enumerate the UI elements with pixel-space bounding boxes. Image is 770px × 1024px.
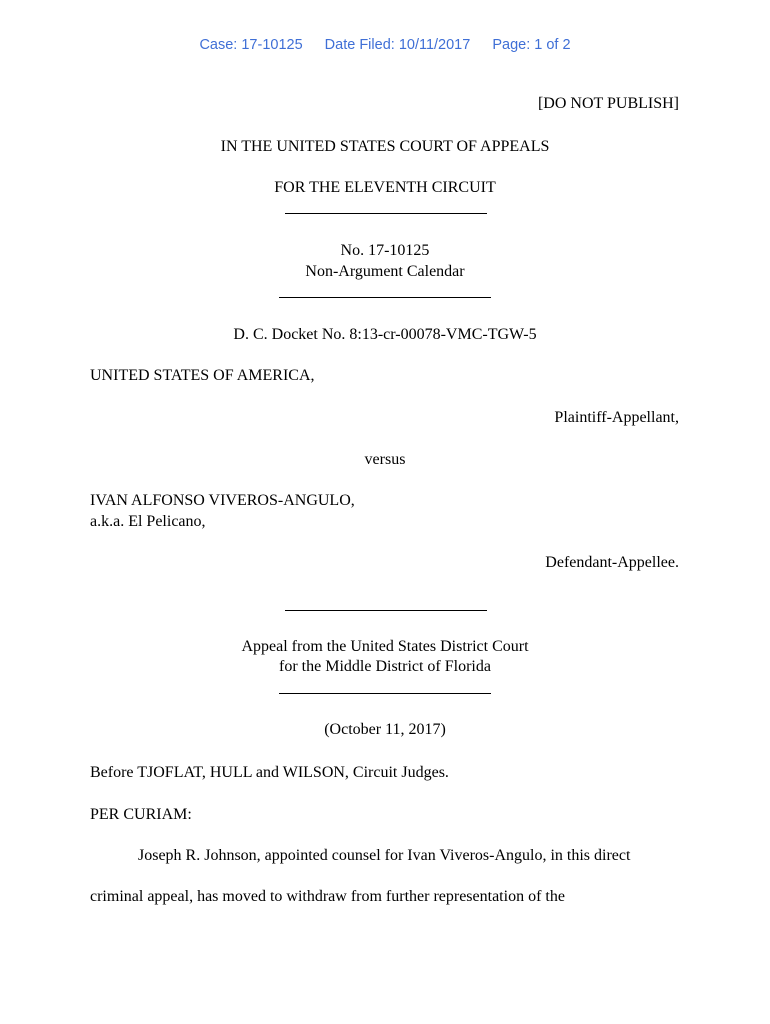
plaintiff-role: Plaintiff-Appellant, <box>554 409 679 426</box>
opinion-body-line: criminal appeal, has moved to withdraw from further representation of the <box>90 888 565 905</box>
circuit-name: FOR THE ELEVENTH CIRCUIT <box>274 179 496 196</box>
versus-text: versus <box>364 451 406 468</box>
docket-number: D. C. Docket No. 8:13-cr-00078-VMC-TGW-5 <box>233 326 537 343</box>
defendant-role: Defendant-Appellee. <box>545 554 679 571</box>
divider-rule <box>285 213 487 214</box>
publish-notice: [DO NOT PUBLISH] <box>537 95 679 112</box>
case-number: No. 17-10125 <box>340 242 430 259</box>
appeal-origin-line2: for the Middle District of Florida <box>279 658 491 675</box>
per-curiam-heading: PER CURIAM: <box>90 806 192 823</box>
court-name: IN THE UNITED STATES COURT OF APPEALS <box>220 138 550 155</box>
divider-rule <box>279 693 491 694</box>
filing-header-stamp <box>0 37 770 53</box>
appeal-origin-line1: Appeal from the United States District Court <box>241 638 529 655</box>
opinion-body-line: Joseph R. Johnson, appointed counsel for Ivan Viveros-Angulo, in this direct <box>138 847 631 864</box>
date-filed-stamp: Date Filed: 10/11/2017 <box>324 37 471 53</box>
divider-rule <box>285 610 487 611</box>
plaintiff-name: UNITED STATES OF AMERICA, <box>90 367 315 384</box>
decision-date: (October 11, 2017) <box>324 721 446 738</box>
page-count-stamp: Page: 1 of 2 <box>492 37 571 53</box>
case-number-stamp: Case: 17-10125 <box>199 37 303 53</box>
defendant-alias: a.k.a. El Pelicano, <box>90 513 206 530</box>
panel-judges: Before TJOFLAT, HULL and WILSON, Circuit Judges. <box>90 764 449 781</box>
divider-rule <box>279 297 491 298</box>
calendar-type: Non-Argument Calendar <box>305 263 465 280</box>
defendant-name: IVAN ALFONSO VIVEROS-ANGULO, <box>90 492 355 509</box>
